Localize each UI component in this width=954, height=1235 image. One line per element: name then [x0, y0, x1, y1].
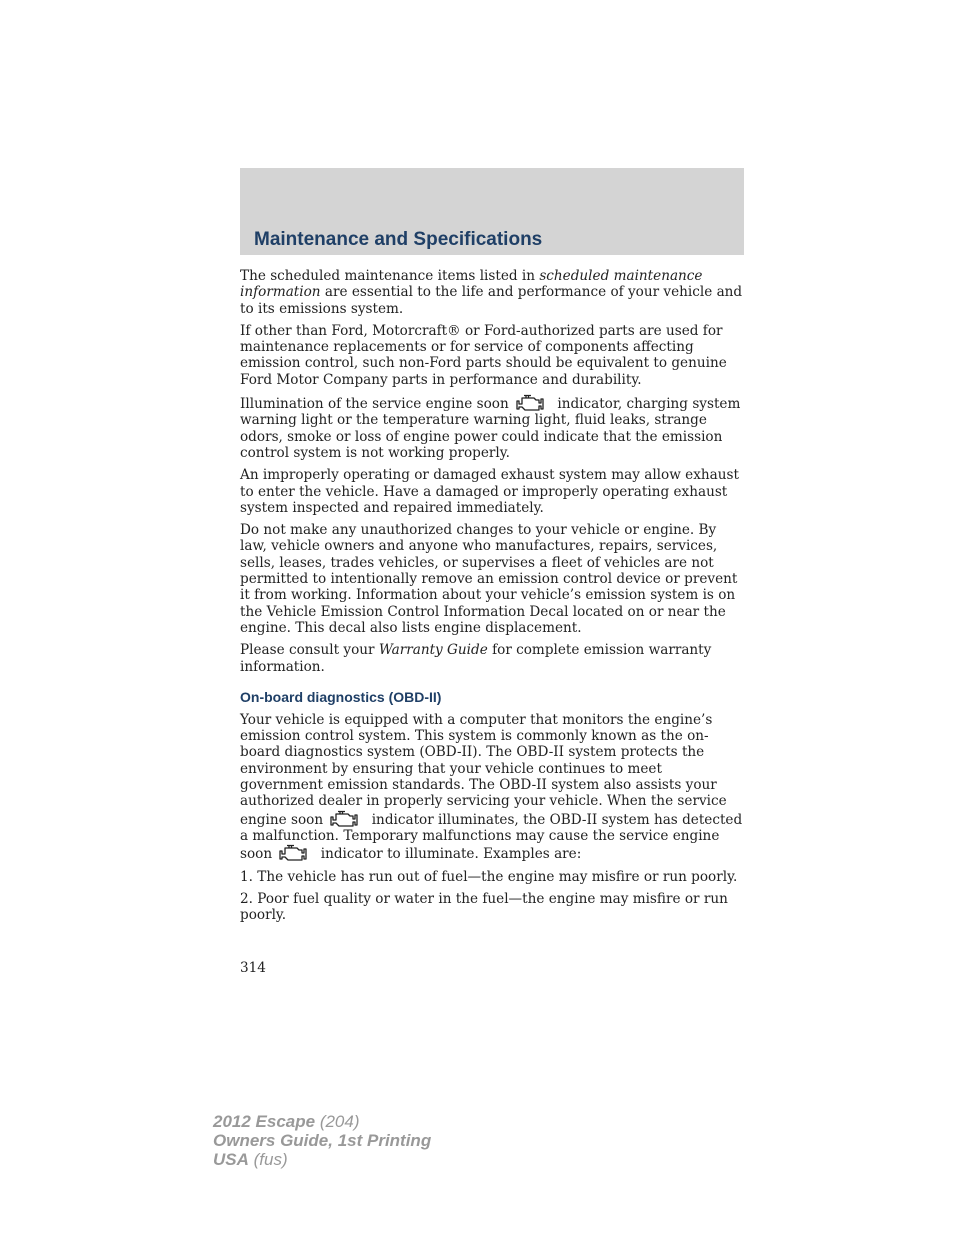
paragraph-scheduled-maintenance: The scheduled maintenance items listed in scheduled maintenance information are essential to the life and performance of your vehicle and to its emissions system. [240, 268, 743, 317]
list-item: 1. The vehicle has run out of fuel—the engine may misfire or run poorly. [240, 868, 738, 885]
check-engine-icon [329, 810, 359, 828]
paragraph-parts: If other than Ford, Motorcraft® or Ford-authorized parts are used for maintenance replacements or for service of components affecting emission control, such non-Ford parts should be equivalent to genuine Ford Motor Company parts in performance and durability. [240, 322, 727, 388]
scheduled-maintenance-link-text: scheduled maintenance information [240, 268, 703, 301]
paragraph-obd: Your vehicle is equipped with a computer that monitors the engine’s emission control system. This system is commonly known as the on-board diagnostics system (OBD-II). The OBD-II system protects the environment by ensuring that your vehicle continues to meet government emission standards. The OBD-II system also assists your authorized dealer in properly servicing your vehicle. When the service engine soon indicator illuminates, the OBD-II system has detected a malfunction. Temporary malfunctions may cause the service engine soon indicator to illuminate. Examples are: [240, 711, 743, 863]
warranty-guide-text: Warranty Guide [378, 642, 488, 659]
paragraph-warranty: Please consult your Warranty Guide for complete emission warranty information. [240, 642, 712, 675]
footer-line-region: USA (fus) [213, 1150, 288, 1169]
paragraph-unauthorized-changes: Do not make any unauthorized changes to your vehicle or engine. By law, vehicle owners and anyone who manufactures, repairs, services, sells, leases, trades vehicles, or supervises a fleet of vehicles are not permitted to intentionally remove an emission control device or prevent it from working. Information about your vehicle’s emission system is on the Vehicle Emission Control Information Decal located on or near the engine. This decal also lists engine displacement. [240, 522, 738, 636]
paragraph-illumination: Illumination of the service engine soon indicator, charging system warning light or the temperature warning light, fluid leaks, strange odors, smoke or loss of engine power could indicate that the emission control system is not working properly. [240, 396, 741, 461]
section-title: Maintenance and Specifications [254, 229, 543, 250]
footer-line-model: 2012 Escape (204) [213, 1112, 360, 1131]
page-number: 314 [240, 960, 266, 976]
check-engine-icon [515, 394, 545, 412]
document-footer [213, 1112, 431, 1169]
page-content [240, 268, 746, 923]
footer-line-guide: Owners Guide, 1st Printing [213, 1131, 432, 1150]
list-item: 2. Poor fuel quality or water in the fuel—the engine may misfire or run poorly. [240, 890, 728, 924]
check-engine-icon [278, 844, 308, 862]
section-header-band [240, 168, 744, 255]
paragraph-exhaust: An improperly operating or damaged exhaust system may allow exhaust to enter the vehicle. Have a damaged or improperly operating exhaust system inspected and repaired immediately. [240, 467, 739, 516]
section-heading-obd: On-board diagnostics (OBD-II) [240, 688, 442, 705]
